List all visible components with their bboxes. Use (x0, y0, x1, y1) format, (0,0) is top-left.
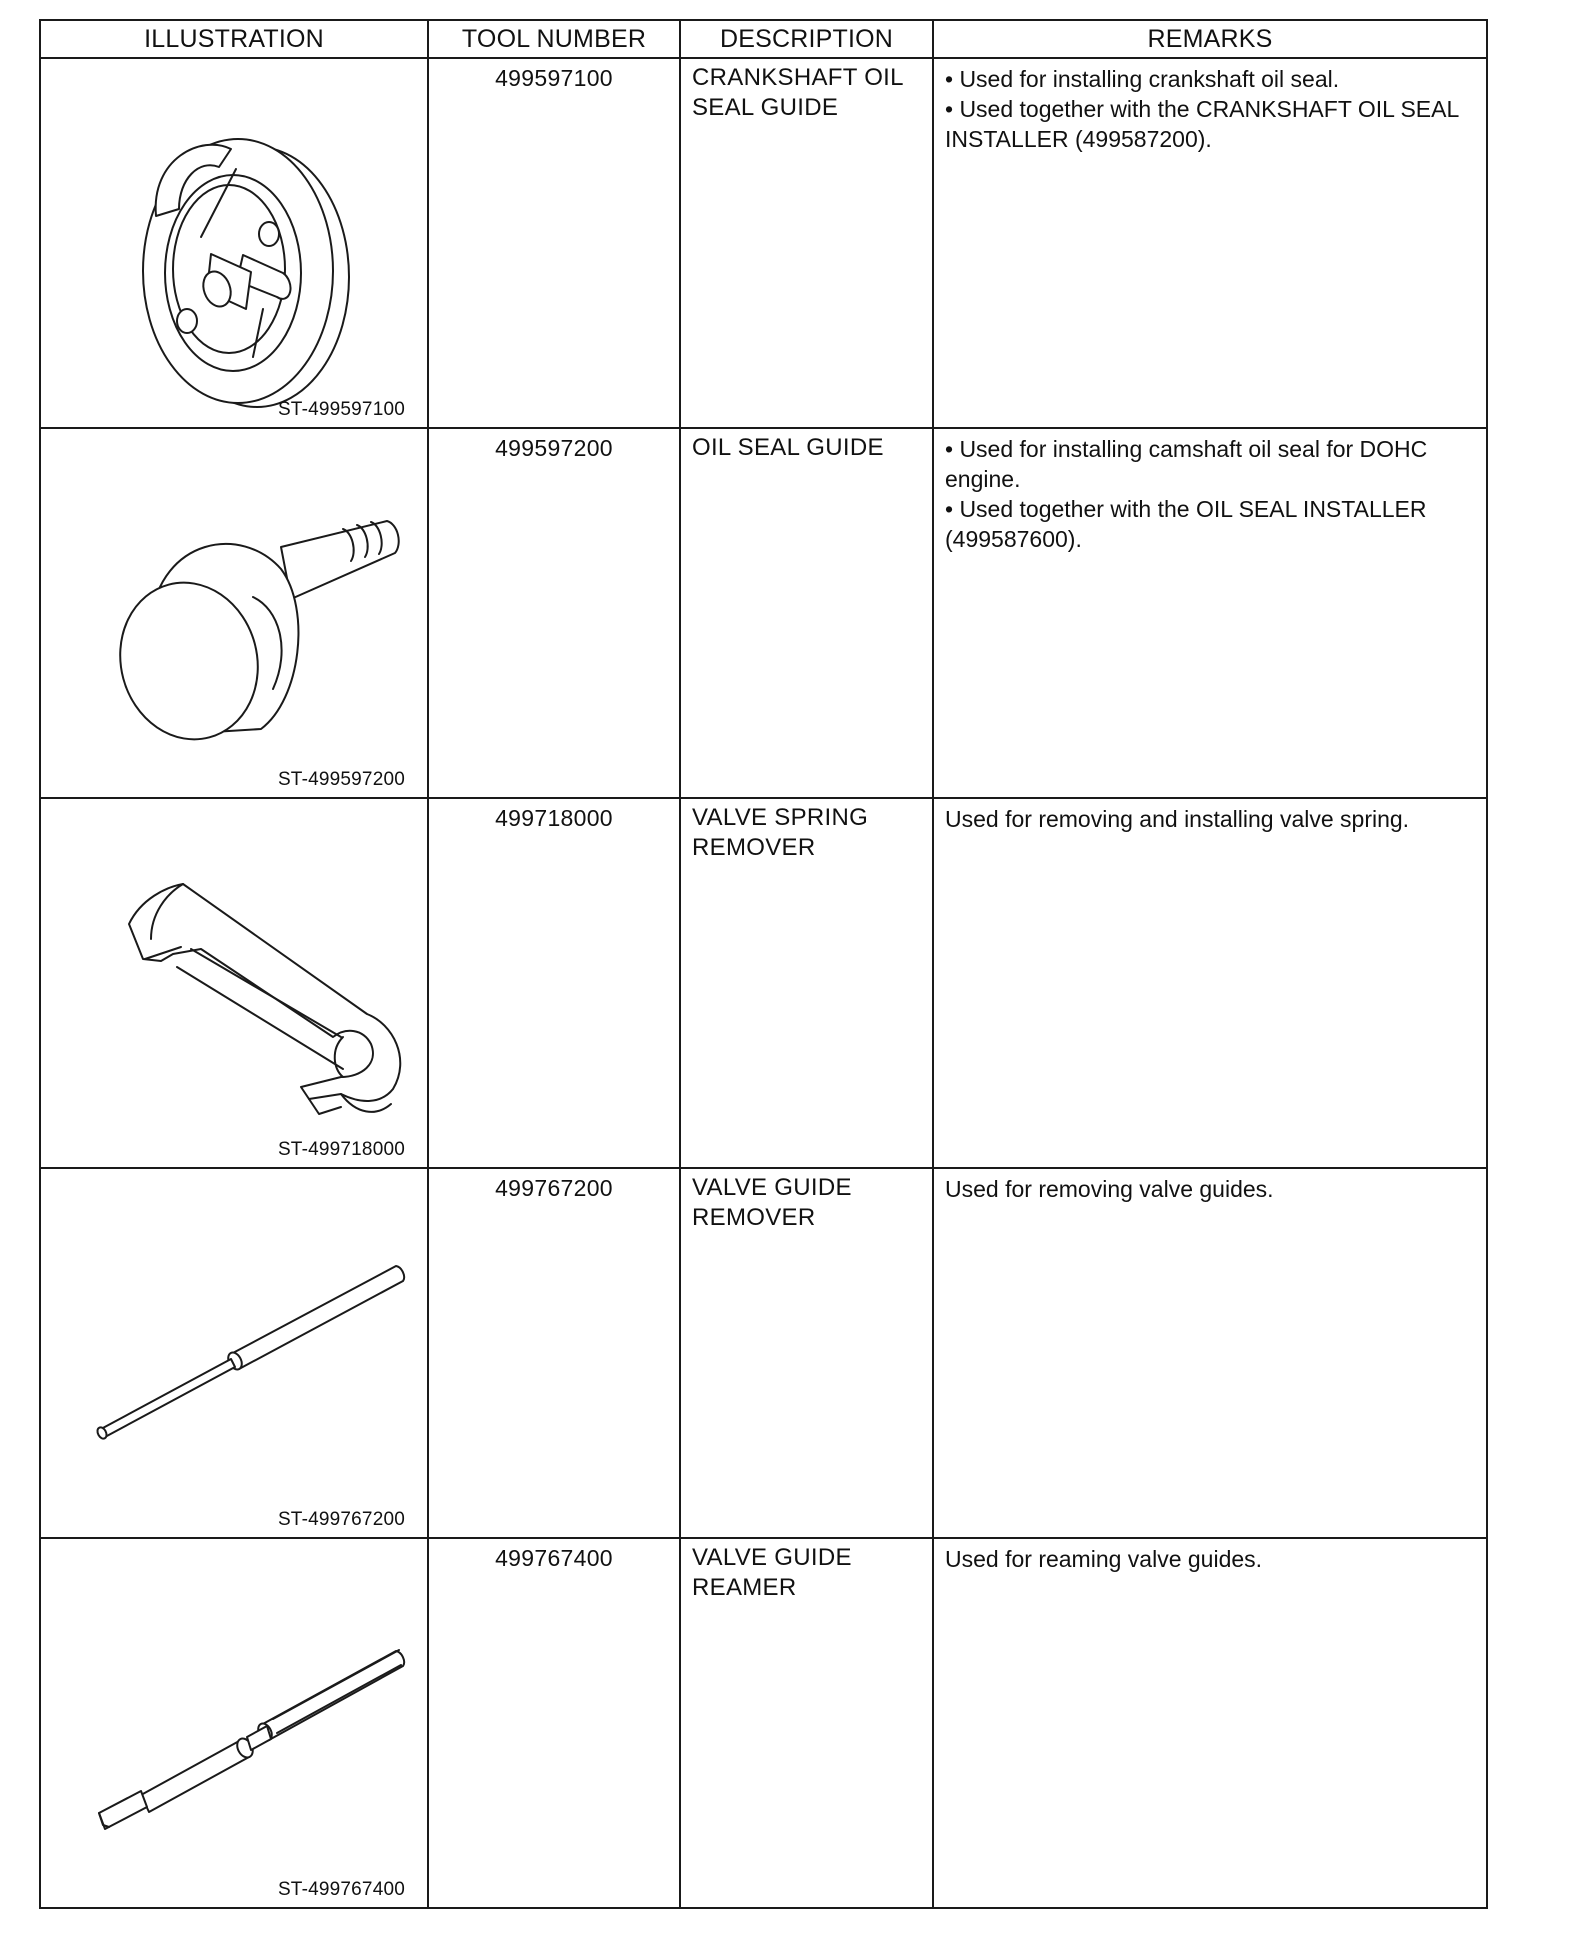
table-row (40, 58, 1487, 428)
tool-number-cell: 499767400 (428, 1538, 680, 1908)
remark-text: • Used together with the CRANKSHAFT OIL SEAL INSTALLER (499587200). (945, 96, 1459, 152)
remarks-cell (933, 1168, 1487, 1538)
tool-number-cell: 499718000 (428, 798, 680, 1168)
table-row (40, 428, 1487, 798)
header-illustration: ILLUSTRATION (40, 20, 428, 58)
special-tools-table (39, 19, 1488, 1909)
description-cell: CRANKSHAFT OIL SEAL GUIDE (680, 58, 933, 428)
illustration-cell (40, 1168, 428, 1538)
remarks-cell (933, 1538, 1487, 1908)
crankshaft-oil-seal-guide-illustration (41, 59, 427, 427)
remark-text: Used for removing valve guides. (945, 1176, 1274, 1202)
tool-number-cell: 499597100 (428, 58, 680, 428)
remarks-cell (933, 58, 1487, 428)
remark-text: Used for removing and installing valve spring. (945, 806, 1410, 832)
illustration-cell (40, 798, 428, 1168)
figure-code: ST-499767400 (277, 1879, 405, 1900)
oil-seal-guide-illustration (41, 429, 427, 797)
remarks-cell (933, 428, 1487, 798)
valve-guide-reamer-illustration (41, 1539, 427, 1907)
remark-text: • Used together with the OIL SEAL INSTALLER (499587600). (945, 496, 1427, 552)
illustration-cell (40, 58, 428, 428)
figure-code: ST-499718000 (277, 1139, 405, 1160)
valve-spring-remover-illustration (41, 799, 427, 1167)
figure-code: ST-499597100 (277, 399, 405, 420)
header-tool-number: TOOL NUMBER (428, 20, 680, 58)
table-row (40, 1168, 1487, 1538)
table-header-row (40, 20, 1487, 58)
valve-guide-remover-illustration (41, 1169, 427, 1537)
table-row (40, 798, 1487, 1168)
header-description: DESCRIPTION (680, 20, 933, 58)
remarks-cell (933, 798, 1487, 1168)
table-row (40, 1538, 1487, 1908)
remark-text: Used for reaming valve guides. (945, 1546, 1263, 1572)
illustration-cell (40, 1538, 428, 1908)
tool-number-cell: 499597200 (428, 428, 680, 798)
description-cell: VALVE SPRING REMOVER (680, 798, 933, 1168)
remark-text: • Used for installing crankshaft oil seal. (945, 66, 1340, 92)
tool-number-cell: 499767200 (428, 1168, 680, 1538)
description-cell: VALVE GUIDE REAMER (680, 1538, 933, 1908)
figure-code: ST-499597200 (277, 769, 405, 790)
figure-code: ST-499767200 (277, 1509, 405, 1530)
description-cell: OIL SEAL GUIDE (680, 428, 933, 798)
header-remarks: REMARKS (933, 20, 1487, 58)
description-cell: VALVE GUIDE REMOVER (680, 1168, 933, 1538)
illustration-cell (40, 428, 428, 798)
remark-text: • Used for installing camshaft oil seal for DOHC engine. (945, 436, 1428, 492)
